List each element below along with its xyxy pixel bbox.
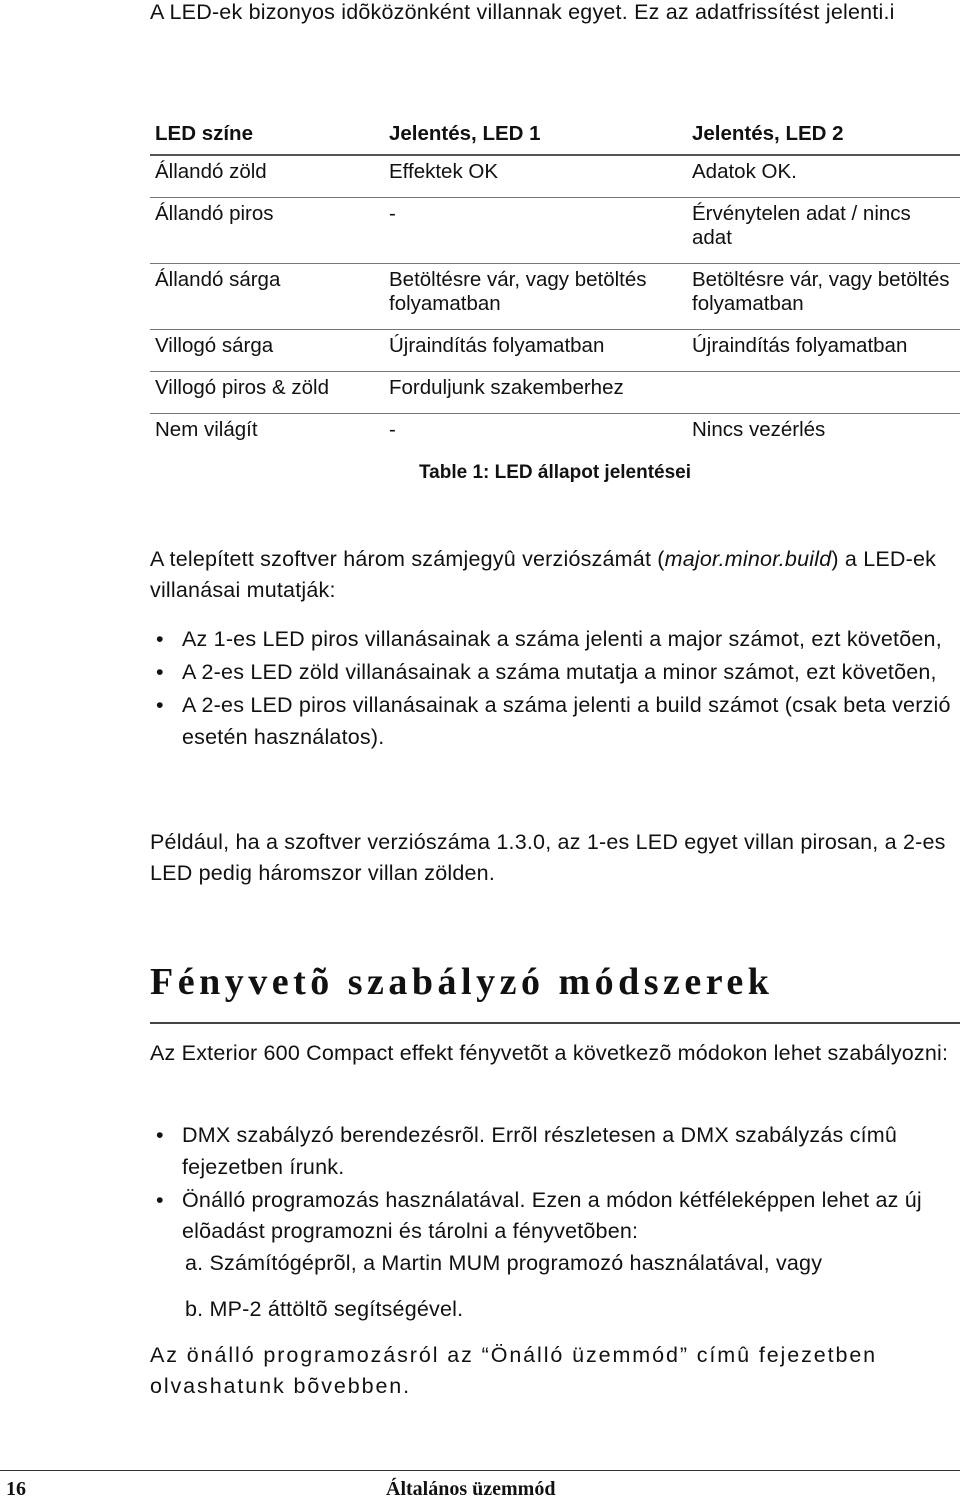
- list-item-text: A 2-es LED piros villanásainak a száma jelenti a build számot (csak beta verzió esetén használatos).: [182, 693, 951, 749]
- table-cell: Villogó sárga: [150, 330, 383, 372]
- version-paragraph: [150, 544, 960, 606]
- list-item: [150, 624, 960, 656]
- section-heading: Fényvetõ szabályzó módszerek: [150, 961, 774, 1003]
- table-cell: Nincs vezérlés: [692, 418, 826, 441]
- table-cell: Adatok OK.: [690, 155, 960, 198]
- table-cell: Forduljunk szakemberhez: [383, 372, 690, 414]
- table-row: [150, 264, 960, 330]
- example-paragraph: Például, ha a szoftver verziószáma 1.3.0, az 1-es LED egyet villan pirosan, a 2-es LED pedig háromszor villan zölden.: [150, 830, 946, 885]
- bullet-icon: •: [156, 627, 164, 651]
- list-item: [150, 1185, 960, 1248]
- standalone-paragraph: Az önálló programozásról az “Önálló üzemmód” címû fejezetben olvashatunk bõvebben.: [150, 1343, 878, 1398]
- table-cell: Állandó sárga: [150, 264, 383, 330]
- bullet-icon: •: [156, 693, 164, 717]
- version-text-before: A telepített szoftver három számjegyû verziószámát (: [150, 547, 665, 571]
- list-item: [150, 1120, 960, 1183]
- table-cell: Nem világít: [155, 418, 258, 441]
- table-header-row: [150, 113, 960, 155]
- list-item-text: Önálló programozás használatával. Ezen a módon kétféleképpen lehet az új elõadást programozni és tárolni a fényvetõben:: [182, 1187, 922, 1243]
- table-cell: -: [389, 418, 396, 441]
- table-row: [150, 330, 960, 372]
- intro-paragraph: A LED-ek bizonyos idõközönként villannak egyet. Ez az adatfrissítést jelenti.i: [150, 0, 895, 24]
- table-cell: Effektek OK: [383, 155, 690, 198]
- table-row: [150, 198, 960, 264]
- list-item: [150, 657, 960, 689]
- list-item-text: A 2-es LED zöld villanásainak a száma mutatja a minor számot, ezt követõen,: [182, 660, 937, 684]
- table-cell: Betöltésre vár, vagy betöltés folyamatban: [383, 264, 690, 330]
- page-number: 16: [6, 1478, 26, 1500]
- table-cell: Újraindítás folyamatban: [383, 330, 690, 372]
- list-item-text: DMX szabályzó berendezésrõl. Errõl részletesen a DMX szabályzás címû fejezetben írunk.: [182, 1123, 898, 1179]
- column-header: Jelentés, LED 1: [383, 113, 690, 155]
- heading-rule: [150, 1022, 960, 1024]
- table-cell: -: [383, 198, 690, 264]
- version-format: major.minor.build: [664, 547, 832, 571]
- sub-item-b: b. MP-2 áttöltõ segítségével.: [185, 1297, 464, 1321]
- column-header: Jelentés, LED 2: [690, 113, 960, 155]
- control-bullet-list: [150, 1120, 960, 1249]
- footer-title: Általános üzemmód: [386, 1478, 556, 1500]
- column-header: LED színe: [150, 113, 383, 155]
- version-text-after: ) a LED-ek villanásai mutatják:: [150, 547, 937, 602]
- footer-rule: [0, 1470, 960, 1471]
- table-cell: Újraindítás folyamatban: [690, 330, 960, 372]
- sub-item-a: a. Számítógéprõl, a Martin MUM programozó használatával, vagy: [185, 1251, 823, 1275]
- bullet-icon: •: [156, 1187, 164, 1212]
- table-row: [150, 372, 960, 414]
- table-row: [150, 414, 960, 456]
- table-cell: Villogó piros & zöld: [150, 372, 383, 414]
- bullet-icon: •: [156, 660, 164, 684]
- led-status-table: [150, 113, 960, 455]
- version-bullet-list: [150, 624, 960, 755]
- bullet-icon: •: [156, 1123, 164, 1147]
- control-paragraph: Az Exterior 600 Compact effekt fényvetõt a következõ módokon lehet szabályozni:: [150, 1041, 949, 1065]
- list-item-text: Az 1-es LED piros villanásainak a száma jelenti a major számot, ezt követõen,: [182, 627, 942, 651]
- table-cell: Állandó piros: [150, 198, 383, 264]
- table-cell: Érvénytelen adat / nincs adat: [690, 198, 960, 264]
- list-item: [150, 690, 960, 753]
- table-caption: Table 1: LED állapot jelentései: [418, 462, 692, 483]
- table-cell: Állandó zöld: [150, 155, 383, 198]
- table-cell: [690, 372, 960, 414]
- table-row: [150, 155, 960, 198]
- table-cell: Betöltésre vár, vagy betöltés folyamatban: [690, 264, 960, 330]
